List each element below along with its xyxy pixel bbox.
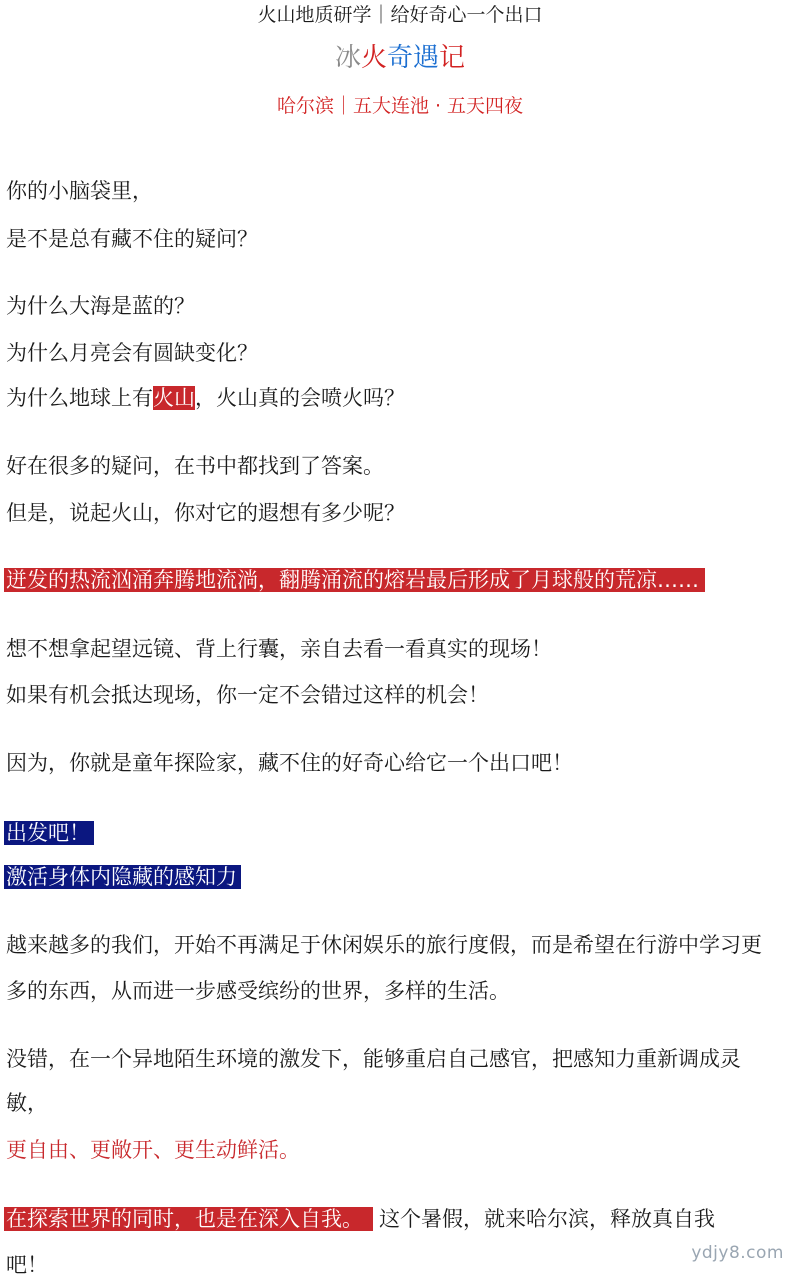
paragraph-line: 为什么月亮会有圆缺变化？ xyxy=(6,341,258,365)
paragraph-line: 多的东西，从而进一步感受缤纷的世界，多样的生活。 xyxy=(6,979,510,1003)
paragraph-line: 因为，你就是童年探险家，藏不住的好奇心给它一个出口吧！ xyxy=(6,751,573,775)
text-segment: 这个暑假，就来哈尔滨，释放真自我 xyxy=(379,1207,715,1231)
highlight-explore: 在探索世界的同时，也是在深入自我。 xyxy=(4,1207,373,1231)
title-part-record: 记 xyxy=(439,43,466,73)
paragraph-line: 如果有机会抵达现场，你一定不会错过这样的机会！ xyxy=(6,683,489,707)
paragraph-line: 没错，在一个异地陌生环境的激发下，能够重启自己感官，把感知力重新调成灵 xyxy=(6,1047,741,1071)
paragraph-line: 好在很多的疑问，在书中都找到了答案。 xyxy=(6,454,384,478)
section-heading xyxy=(4,862,241,892)
text-segment: 为什么地球上有 xyxy=(6,386,153,410)
section-heading-perception: 激活身体内隐藏的感知力 xyxy=(4,865,241,889)
header-title xyxy=(0,40,800,76)
paragraph-line: 是不是总有藏不住的疑问？ xyxy=(6,227,258,251)
watermark: ydjy8.com xyxy=(691,1243,784,1263)
highlight-line xyxy=(4,565,705,595)
header-subtitle: 火山地质研学｜给好奇心一个出口 xyxy=(257,4,543,26)
paragraph-line xyxy=(6,383,405,413)
paragraph-line xyxy=(4,1204,715,1234)
paragraph-line: 为什么大海是蓝的？ xyxy=(6,294,195,318)
highlight-lava: 迸发的热流汹涌奔腾地流淌，翻腾涌流的熔岩最后形成了月球般的荒凉…… xyxy=(4,568,705,592)
paragraph-line: 但是，说起火山，你对它的遐想有多少呢？ xyxy=(6,501,405,525)
paragraph-line-red: 更自由、更敞开、更生动鲜活。 xyxy=(6,1138,300,1162)
title-part-encounter: 奇遇 xyxy=(387,43,440,73)
paragraph-line: 敏， xyxy=(6,1091,48,1115)
paragraph-line: 你的小脑袋里， xyxy=(6,179,153,203)
header-route: 哈尔滨｜五大连池 · 五天四夜 xyxy=(276,95,524,117)
paragraph-line: 吧！ xyxy=(6,1253,48,1277)
title-part-ice: 冰 xyxy=(334,43,361,73)
section-heading xyxy=(4,818,94,848)
paragraph-line: 想不想拿起望远镜、背上行囊，亲自去看一看真实的现场！ xyxy=(6,637,552,661)
highlight-volcano: 火山 xyxy=(153,386,195,410)
paragraph-line: 越来越多的我们，开始不再满足于休闲娱乐的旅行度假，而是希望在行游中学习更 xyxy=(6,933,762,957)
title-part-fire: 火 xyxy=(360,43,387,73)
section-heading-go: 出发吧！ xyxy=(4,821,94,845)
text-segment: ，火山真的会喷火吗？ xyxy=(195,386,405,410)
